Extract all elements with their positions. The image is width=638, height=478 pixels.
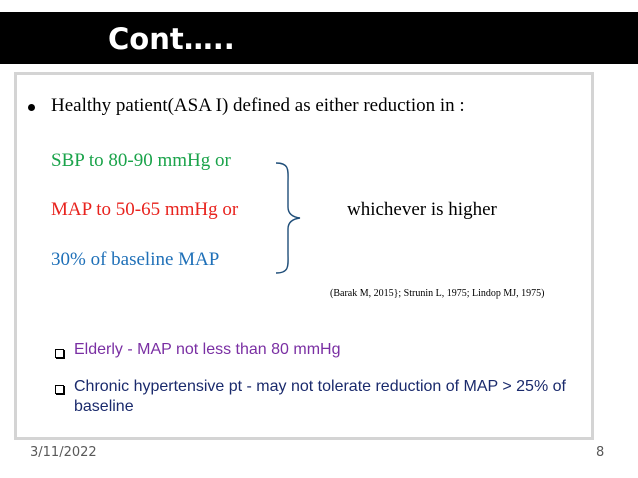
slide-title: Cont….. — [108, 22, 235, 56]
map-line: MAP to 50-65 mmHg or — [51, 199, 239, 220]
percent-baseline-line: 30% of baseline MAP — [51, 249, 220, 270]
citation-text: (Barak M, 2015}; Strunin L, 1975; Lindop MJ, 1975) — [330, 288, 545, 299]
whichever-text: whichever is higher — [347, 199, 497, 220]
hollow-square-bullet-icon — [55, 385, 64, 394]
hollow-square-bullet-icon — [55, 349, 64, 358]
footer-date: 3/11/2022 — [30, 445, 97, 460]
page-number: 8 — [596, 445, 605, 460]
main-bullet-text: Healthy patient(ASA I) defined as either reduction in : — [51, 95, 465, 116]
right-curly-brace-icon — [274, 161, 304, 275]
content-box — [14, 72, 594, 440]
title-bar — [0, 12, 638, 64]
filled-circle-bullet-icon — [28, 104, 35, 111]
chronic-bullet-text: Chronic hypertensive pt - may not tolerate reduction of MAP > 25% of baseline — [74, 378, 566, 415]
sbp-line: SBP to 80-90 mmHg or — [51, 150, 231, 171]
elderly-bullet-text: Elderly - MAP not less than 80 mmHg — [74, 341, 341, 358]
